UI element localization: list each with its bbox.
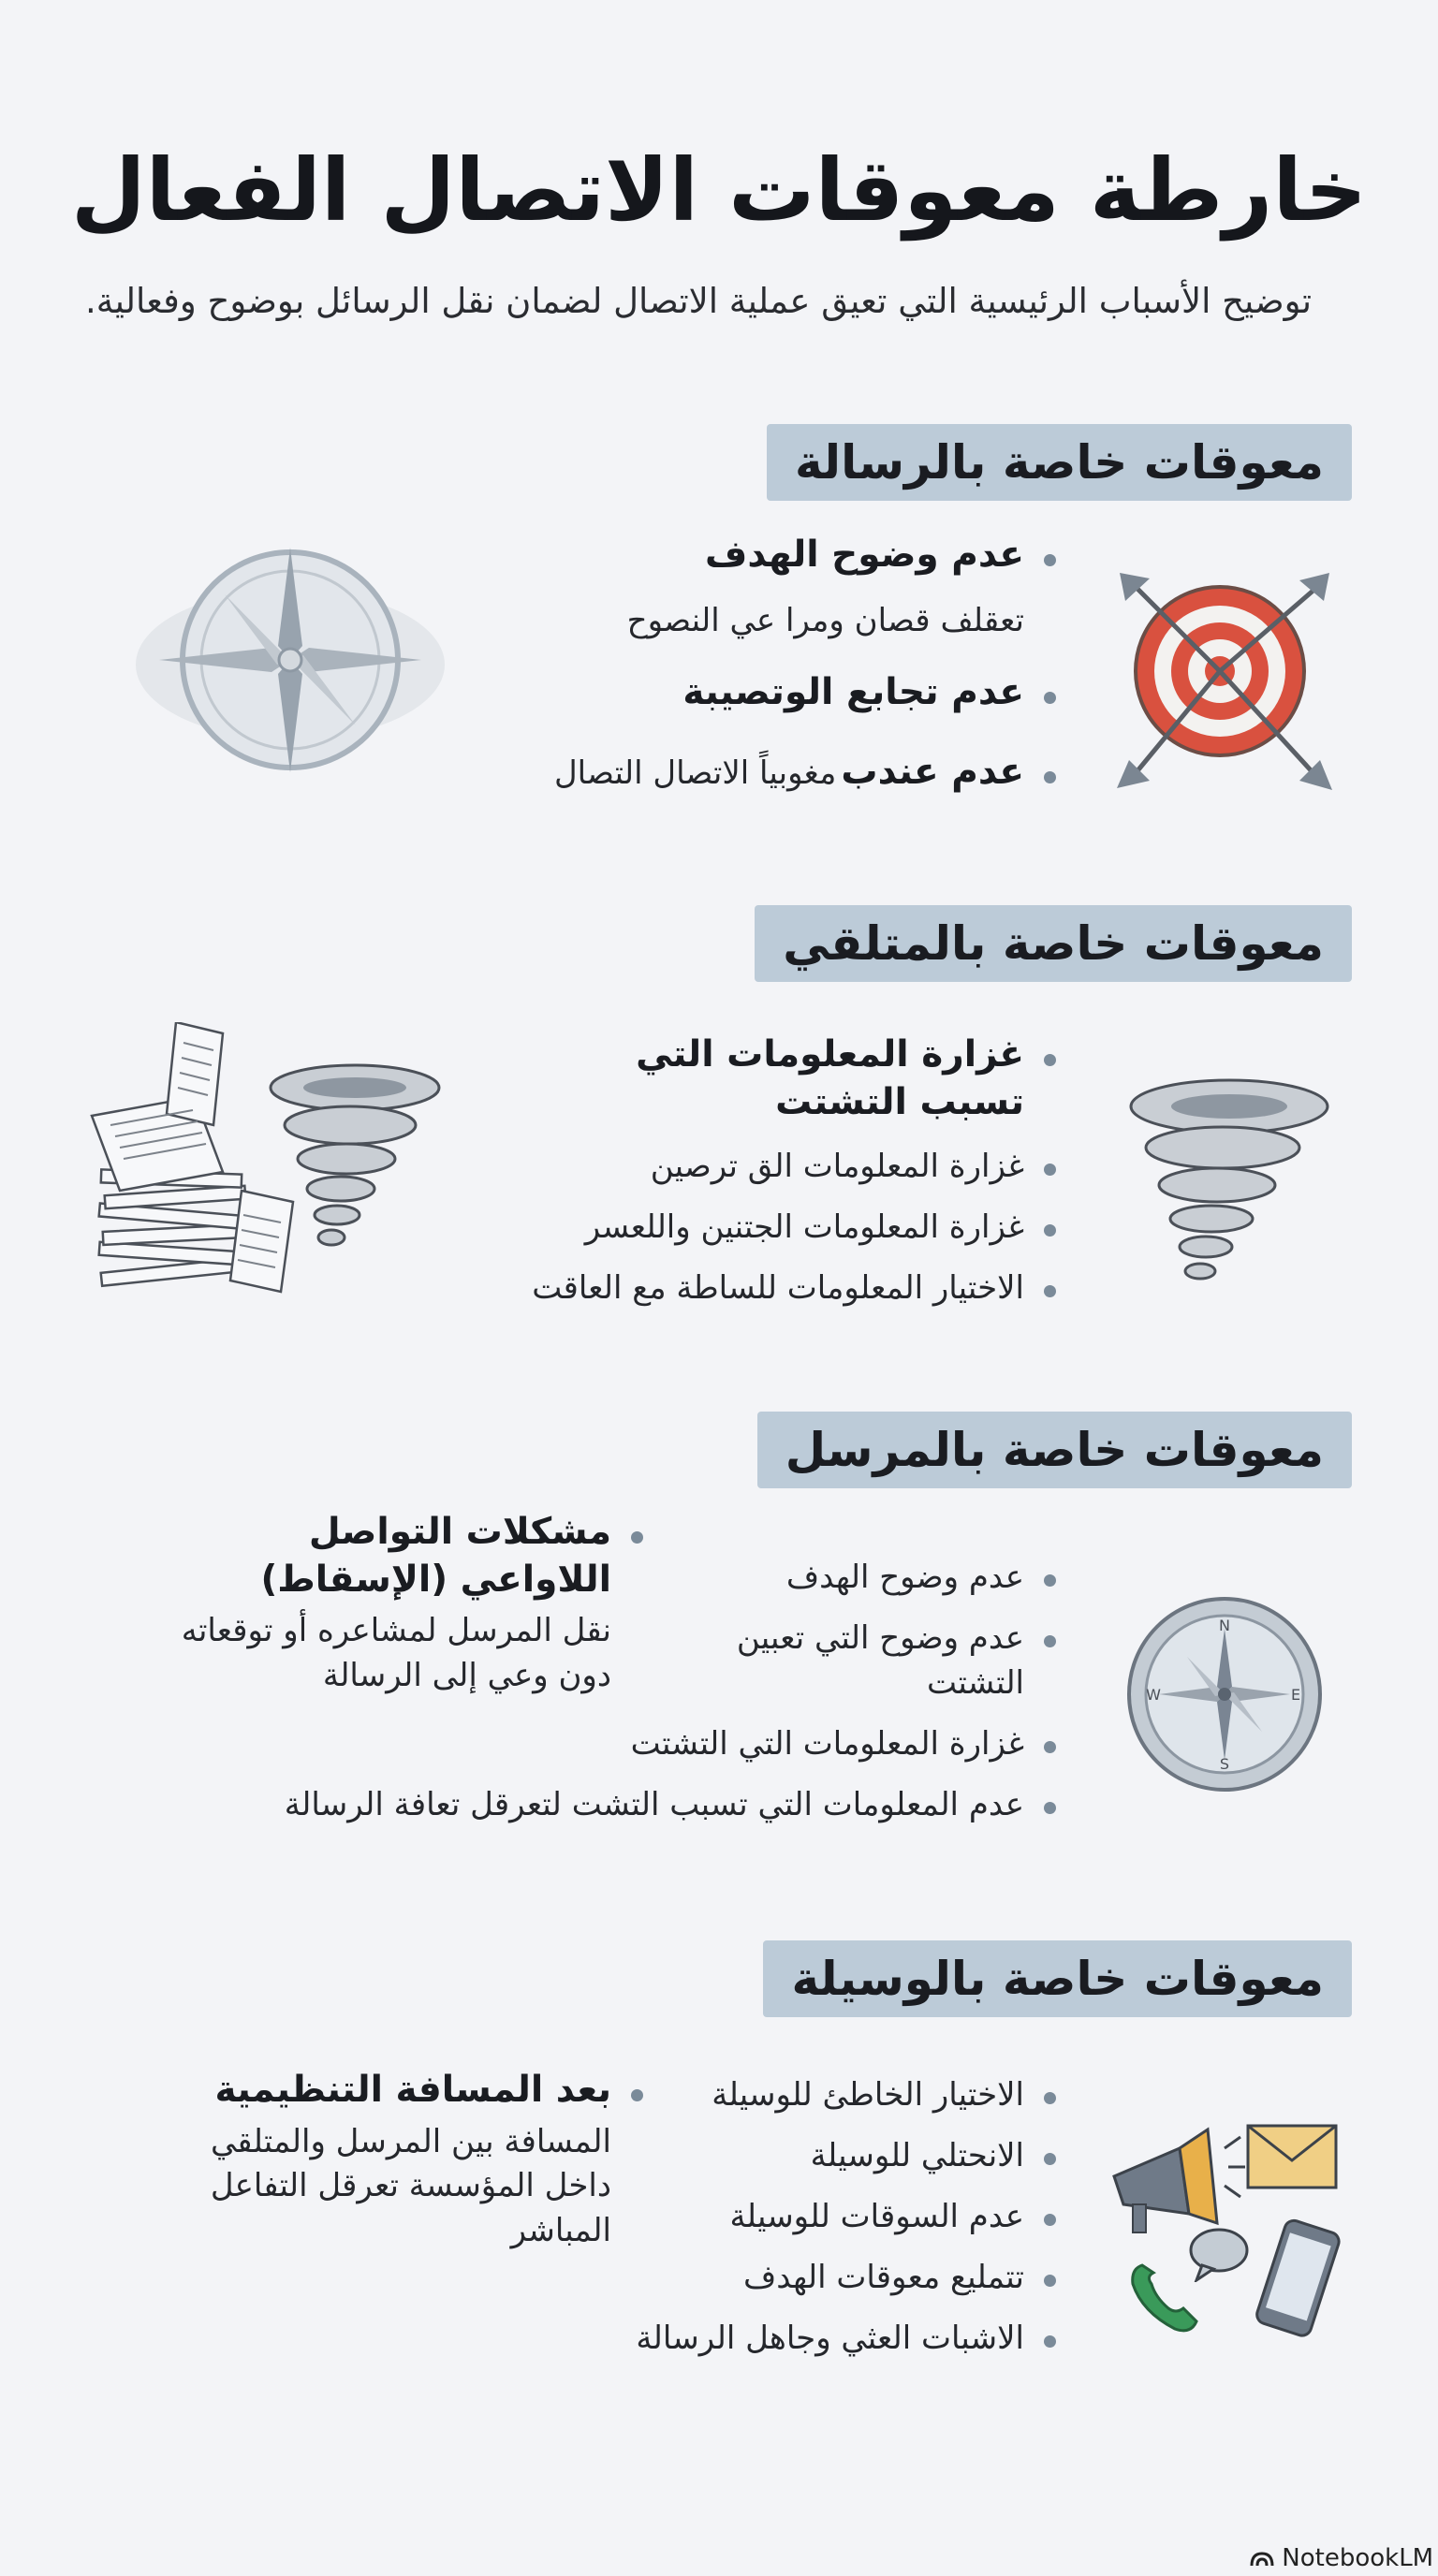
item-text: الانحتلي للوسيلة — [810, 2137, 1024, 2174]
footer-brand — [1250, 2544, 1433, 2572]
bullet-icon — [1044, 2153, 1056, 2165]
notebooklm-logo-icon — [1250, 2551, 1274, 2568]
item-text: عدم وضوح الهدف — [785, 1559, 1024, 1596]
bullet-icon — [1044, 692, 1056, 704]
list-item — [182, 1783, 1024, 1828]
compass-south-label: S — [1219, 1755, 1230, 1773]
item-text: تتمليع معوقات الهدف — [743, 2259, 1024, 2296]
item-text: عدم المعلومات التي تسبب التشت لتعرقل تعافة الرسالة — [284, 1786, 1024, 1823]
bullet-icon — [1044, 1635, 1056, 1647]
list-item — [537, 669, 1024, 717]
list-item — [556, 1722, 1024, 1767]
item-heading: عدم وضوح الهدف — [705, 534, 1024, 576]
section-heading-medium: معوقات خاصة بالوسيلة — [763, 1940, 1352, 2017]
footer-label: NotebookLM — [1282, 2544, 1434, 2572]
tornado-icon — [264, 1060, 447, 1266]
compass-icon — [1122, 1591, 1328, 1797]
compass-east-label: E — [1290, 1686, 1301, 1704]
item-text: تعقلف قصان ومرا عي النصوح — [626, 602, 1024, 639]
item-text: عدم السوقات للوسيلة — [729, 2198, 1024, 2235]
bullet-icon — [1044, 1164, 1056, 1176]
item-text: غزارة المعلومات الجتنين واللعسر — [584, 1208, 1024, 1246]
bullet-icon — [1044, 1054, 1056, 1066]
list-item — [706, 1617, 1024, 1705]
phone-icon — [1123, 2256, 1208, 2340]
item-heading: عدم تجابع الوتصيبة — [682, 671, 1024, 713]
target-icon — [1112, 573, 1337, 798]
item-text: مغوبياً الاتصال التصال — [553, 754, 837, 792]
item-heading: عدم عندب — [841, 751, 1024, 793]
list-item — [171, 2067, 611, 2253]
bullet-icon — [631, 2089, 643, 2101]
compass-west-label: W — [1146, 1686, 1161, 1704]
item-text: غزارة المعلومات التي التشتت — [630, 1725, 1024, 1763]
list-item — [171, 1509, 611, 1699]
section-heading-receiver: معوقات خاصة بالمتلقي — [755, 905, 1352, 982]
item-text: الاختيار المعلومات للساطة مع العاقت — [532, 1269, 1024, 1307]
bullet-icon — [1044, 2335, 1056, 2348]
bullet-icon — [1044, 554, 1056, 566]
item-text: عدم وضوح التي تعبين التشتت — [736, 1619, 1024, 1702]
bullet-icon — [1044, 2092, 1056, 2104]
bullet-icon — [1044, 2214, 1056, 2226]
bullet-icon — [1044, 1574, 1056, 1587]
item-text: المسافة بين المرسل والمتلقي داخل المؤسسة تعرقل التفاعل المباشر — [210, 2122, 611, 2249]
mobile-icon — [1245, 2217, 1348, 2348]
list-item — [668, 2195, 1024, 2240]
bullet-icon — [1044, 1741, 1056, 1753]
item-text: غزارة المعلومات الق ترصين — [650, 1148, 1024, 1185]
section-heading-message: معوقات خاصة بالرسالة — [767, 424, 1352, 501]
list-item — [537, 532, 1024, 579]
envelope-icon — [1245, 2123, 1339, 2190]
list-item — [425, 749, 1024, 797]
page-subtitle: توضيح الأسباب الرئيسية التي تعيق عملية الاتصال لضمان نقل الرسائل بوضوح وفعالية. — [84, 281, 1313, 321]
bullet-icon — [1044, 771, 1056, 783]
item-heading: بعد المسافة التنظيمية — [214, 2069, 611, 2111]
item-text: الاشبات العثي وجاهل الرسالة — [636, 2320, 1024, 2357]
tornado-icon — [1122, 1075, 1337, 1299]
list-item — [743, 1556, 1024, 1601]
item-heading: غزارة المعلومات التي تسبب التشتت — [636, 1033, 1024, 1123]
compass-north-label: N — [1219, 1617, 1230, 1634]
list-item — [500, 599, 1024, 644]
item-heading: مشكلات التواصل اللاواعي (الإسقاط) — [260, 1511, 611, 1601]
list-item — [500, 1145, 1024, 1190]
section-heading-sender: معوقات خاصة بالمرسل — [757, 1412, 1352, 1488]
item-text: الاختيار الخاطئ للوسيلة — [712, 2076, 1024, 2114]
bullet-icon — [1044, 1802, 1056, 1814]
page-title: خارطة معوقات الاتصال الفعال — [70, 140, 1368, 241]
list-item — [444, 1206, 1024, 1251]
list-item — [631, 1032, 1024, 1126]
bullet-icon — [1044, 2275, 1056, 2287]
bullet-icon — [1044, 1224, 1056, 1237]
compass-icon — [131, 534, 449, 796]
list-item — [668, 2256, 1024, 2301]
list-item — [668, 2073, 1024, 2118]
list-item — [556, 2317, 1024, 2362]
bullet-icon — [631, 1531, 643, 1544]
item-text: نقل المرسل لمشاعره أو توقعاته دون وعي إلى الرسالة — [181, 1612, 611, 1694]
list-item — [425, 1266, 1024, 1311]
list-item — [668, 2134, 1024, 2179]
bullet-icon — [1044, 1285, 1056, 1297]
